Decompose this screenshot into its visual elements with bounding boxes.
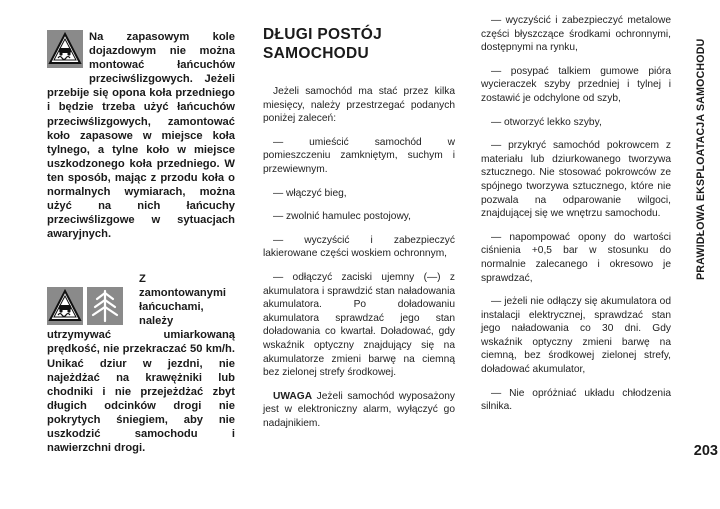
- note-text: Na zapasowym kole dojazdowym nie można montować łańcuchów przeciwślizgowych. Jeżeli przebije się opona koła przedniego i będzie trzeba użyć łańcuchów przeciwślizgowych, zamontować koło zapasowe w miejsce koła tylnego, a tylne koło w miejsce uszkodzonego koła przedniego. W ten sposób, mając z przodu koła o normalnych wymiarach, można użyć na nich łańcuchy przeciwślizgowe w sytuacjach awaryjnych.: [47, 31, 235, 241]
- chapter-title: PRAWIDŁOWA EKSPLOATACJA SAMOCHODU: [695, 38, 707, 280]
- long-storage-instructions-continued: [481, 14, 671, 424]
- uwaga-text: Jeżeli samochód wyposażony jest w elektroniczny alarm, wyłączyć go nadajnikiem.: [263, 390, 455, 429]
- list-item: — umieścić samochód w pomieszczeniu zamkniętym, suchym i przewiewnym.: [263, 136, 455, 175]
- page-number: 203: [693, 443, 718, 459]
- list-item: — posypać talkiem gumowe pióra wycieraczek szyby przedniej i tylnej i zostawić je odchylone od szyb,: [481, 65, 671, 104]
- list-item: — jeżeli nie odłączy się akumulatora od instalacji elektrycznej, sprawdzać stan jego naładowania co 30 dni. Gdy wskaźnik optyczny zmieni barwę na ciemną, bez środkowej zielonej strefy, doładować akumulator,: [481, 296, 671, 376]
- list-item: — napompować opony do wartości ciśnienia +0,5 bar w stosunku do normalnie zalecanego i okresowo je sprawdzać,: [481, 231, 671, 284]
- uwaga-label: UWAGA: [273, 390, 313, 402]
- section-heading: [263, 25, 463, 63]
- list-item: — zwolnić hamulec postojowy,: [273, 211, 411, 223]
- note-text: Z zamontowanymi łańcuchami, należy utrzymywać umiarkowaną prędkość, nie przekraczać 50 km/h. Unikać dziur w jezdni, nie najeżdżać na krawężniki lub chodniki i nie przejeżdżać zbyt długich odcinków drogi nie pokrytych śniegiem, aby nie uszkodzić samochodu i nawierzchni drogi.: [47, 273, 235, 455]
- list-item: — włączyć bieg,: [273, 187, 347, 199]
- uwaga-paragraph: [263, 390, 455, 431]
- heading-line: SAMOCHODU: [263, 45, 370, 62]
- long-storage-instructions: [263, 85, 455, 440]
- intro-paragraph: Jeżeli samochód ma stać przez kilka miesięcy, należy przestrzegać podanych poniżej zaleceń:: [263, 86, 455, 125]
- snow-chain-spare-wheel-note: [47, 30, 235, 241]
- list-item: — odłączyć zaciski ujemny (—) z akumulatora i sprawdzić stan naładowania akumulatora. Po doładowaniu akumulatora sprawdzać jego stan doładowania co kwartał. Doładować, gdy wskaźnik optyczny znajdujący się na akumulatorze zmieni barwę na ciemną bez zielonej strefy środkowej.: [263, 271, 455, 379]
- list-item: — wyczyścić i zabezpieczyć metalowe części błyszczące środkami ochronnymi, dostępnymi na rynku,: [481, 15, 671, 54]
- list-item: — przykryć samochód pokrowcem z materiału lub dziurkowanego tworzywa sztucznego. Nie stosować pokrowców ze spójnego tworzywa sztucznego, które nie pozwala na odparowanie wilgoci, znajdującej się we wnętrzu samochodu.: [481, 140, 671, 220]
- heading-line: DŁUGI POSTÓJ: [263, 26, 383, 43]
- snow-chains-driving-note: [47, 272, 235, 455]
- list-item: — wyczyścić i zabezpieczyć lakierowane części woskiem ochronnym,: [263, 234, 455, 260]
- chapter-side-tab: [681, 20, 709, 290]
- list-item: — Nie opróżniać układu chłodzenia silnika.: [481, 387, 671, 413]
- list-item: — otworzyć lekko szyby,: [491, 116, 602, 128]
